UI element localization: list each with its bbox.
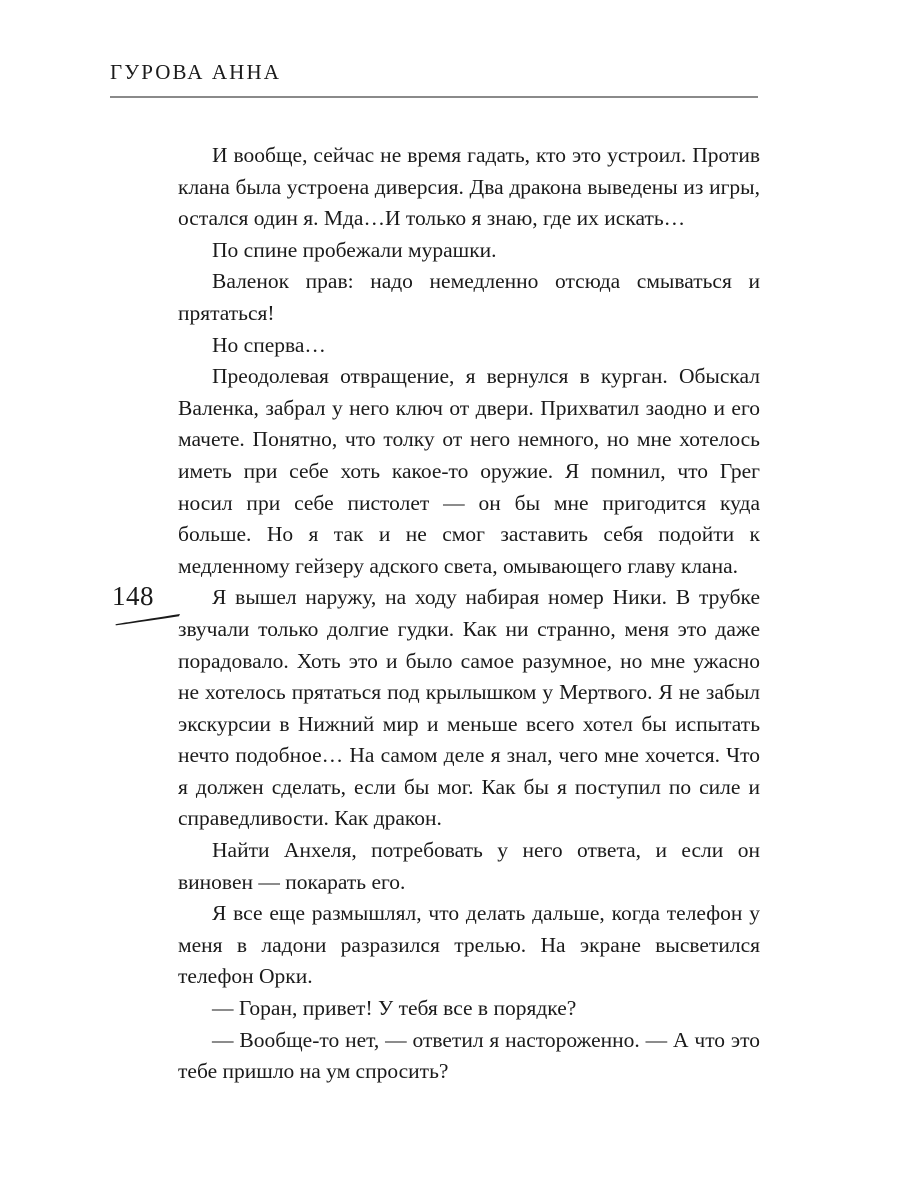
- body-text: [178, 140, 760, 1088]
- paragraph: Валенок прав: надо немедленно отсюда смываться и прятаться!: [178, 269, 760, 325]
- page-number: 148: [112, 581, 154, 611]
- dialogue-line: — Горан, привет! У тебя все в порядке?: [212, 996, 577, 1021]
- paragraph: Я все еще размышлял, что делать дальше, когда телефон у меня в ладони разразился трелью. На экране высветился телефон Орки.: [178, 901, 760, 989]
- running-head: [110, 62, 760, 98]
- swash-ornament-icon: [113, 613, 185, 627]
- paragraph: Найти Анхеля, потребовать у него ответа, и если он виновен — покарать его.: [178, 838, 760, 894]
- running-head-author: ГУРОВА АННА: [110, 60, 281, 84]
- paragraph: И вообще, сейчас не время гадать, кто это устроил. Против клана была устроена диверсия. Два дракона выведены из игры, остался один я. Мда…И только я знаю, где их искать…: [178, 143, 760, 231]
- paragraph: Преодолевая отвращение, я вернулся в курган. Обыскал Валенка, забрал у него ключ от двери. Прихватил заодно и его мачете. Понятно, что толку от него немного, но мне хотелось иметь при себе хоть какое-то оружие. Я помнил, что Грег носил при себе пистолет — он бы мне пригодится куда больше. Но я так и не смог заставить себя подойти к медленному гейзеру адского света, омывающего главу клана.: [178, 364, 760, 578]
- paragraph: По спине пробежали мурашки.: [212, 237, 497, 262]
- running-head-rule: [110, 96, 758, 98]
- dialogue-line: — Вообще-то нет, — ответил я настороженно. — А что это тебе пришло на ум спросить?: [178, 1027, 760, 1084]
- paragraph: Но сперва…: [212, 332, 326, 357]
- paragraph: Я вышел наружу, на ходу набирая номер Ники. В трубке звучали только долгие гудки. Как ни странно, меня это даже порадовало. Хоть это и было самое разумное, но мне ужасно не хотелось прятаться под крылышком у Мертвого. Я не забыл экскурсии в Нижний мир и меньше всего хотел бы испытать нечто подобное… На самом деле я знал, чего мне хочется. Что я должен сделать, если бы мог. Как бы я поступил по силе и справедливости. Как дракон.: [178, 585, 760, 831]
